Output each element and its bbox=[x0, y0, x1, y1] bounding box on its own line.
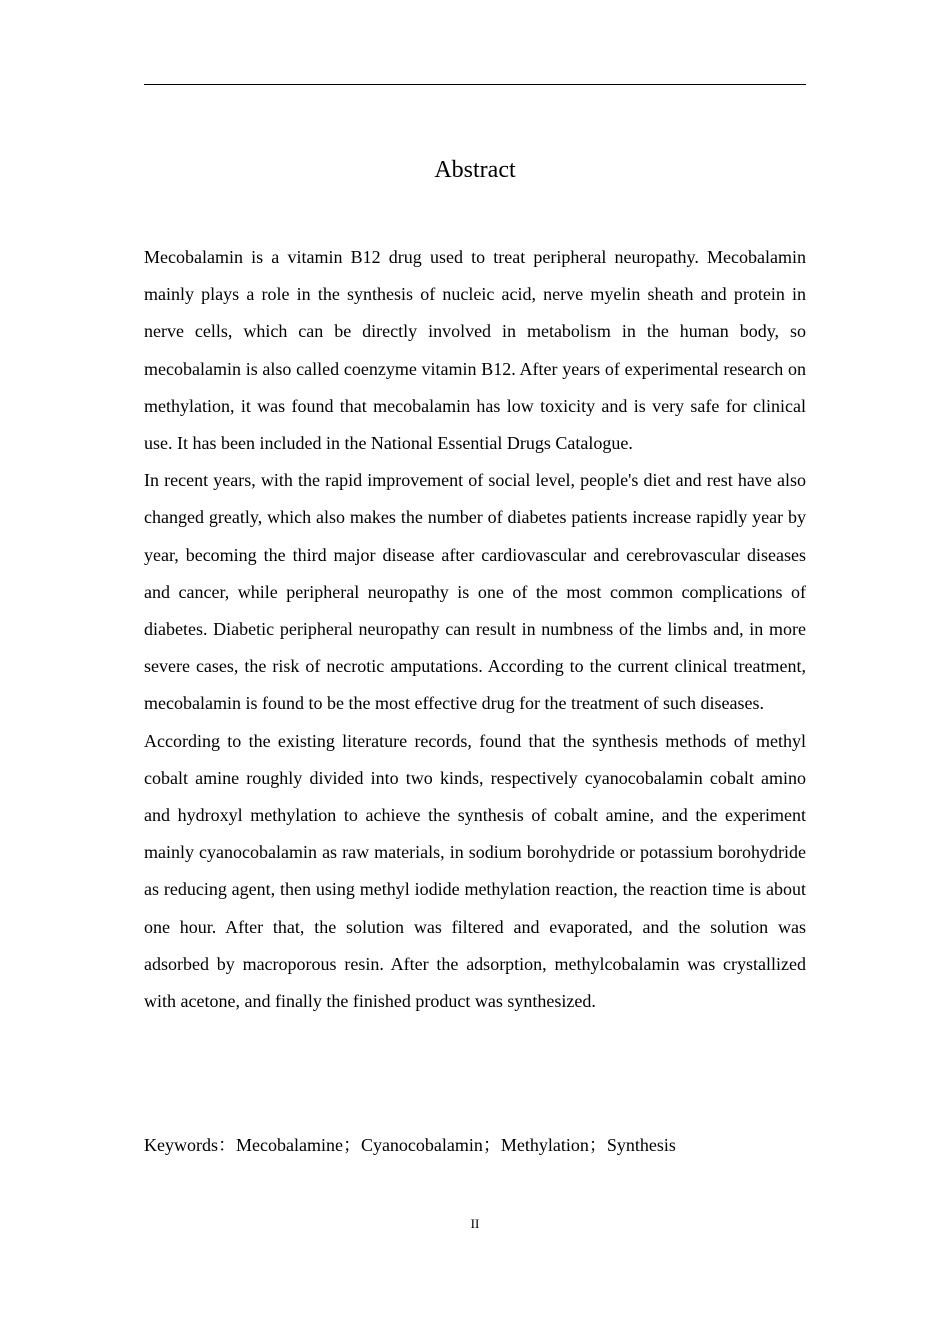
abstract-paragraph-1: Mecobalamin is a vitamin B12 drug used to treat peripheral neuropathy. Mecobalamin mainly plays a role in the synthesis of nucleic acid, nerve myelin sheath and protein in nerve cells, which can be directly involved in metabolism in the human body, so mecobalamin is also called coenzyme vitamin B12. After years of experimental research on methylation, it was found that mecobalamin has low toxicity and is very safe for clinical use. It has been included in the National Essential Drugs Catalogue. bbox=[144, 247, 806, 454]
abstract-paragraph-2: In recent years, with the rapid improvement of social level, people's diet and rest have also changed greatly, which also makes the number of diabetes patients increase rapidly year by year, becoming the third major disease after cardiovascular and cerebrovascular diseases and cancer, while peripheral neuropathy is one of the most common complications of diabetes. Diabetic peripheral neuropathy can result in numbness of the limbs and, in more severe cases, the risk of necrotic amputations. According to the current clinical treatment, mecobalamin is found to be the most effective drug for the treatment of such diseases. bbox=[144, 470, 806, 714]
header-rule bbox=[144, 84, 806, 85]
abstract-body bbox=[144, 239, 806, 1020]
keywords-line: Keywords：Mecobalamine；Cyanocobalamin；Methylation；Synthesis bbox=[144, 1135, 676, 1155]
page-title: Abstract bbox=[434, 157, 516, 183]
abstract-paragraph-3: According to the existing literature records, found that the synthesis methods of methyl cobalt amine roughly divided into two kinds, respectively cyanocobalamin cobalt amino and hydroxyl methylation to achieve the synthesis of cobalt amine, and the experiment mainly cyanocobalamin as raw materials, in sodium borohydride or potassium borohydride as reducing agent, then using methyl iodide methylation reaction, the reaction time is about one hour. After that, the solution was filtered and evaporated, and the solution was adsorbed by macroporous resin. After the adsorption, methylcobalamin was crystallized with acetone, and finally the finished product was synthesized. bbox=[144, 730, 806, 1012]
page-number: II bbox=[470, 1216, 480, 1231]
